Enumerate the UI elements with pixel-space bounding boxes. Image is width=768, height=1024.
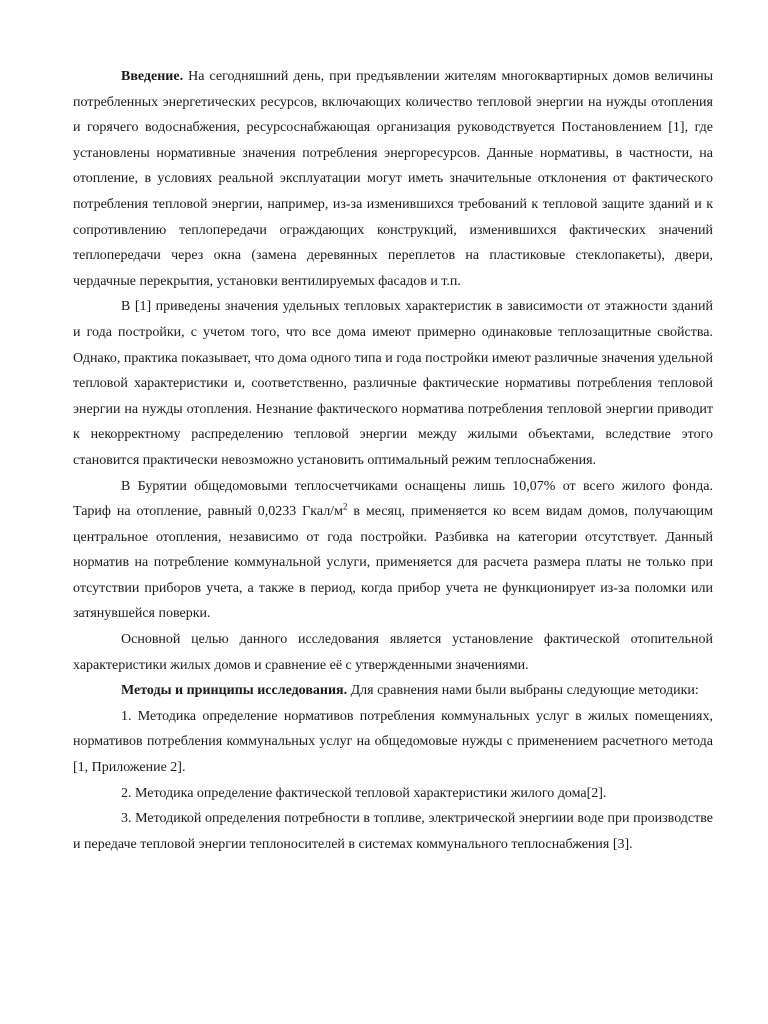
- paragraph-methods: [73, 678, 713, 704]
- paragraph-introduction: [73, 64, 713, 294]
- buryatia-text-b: в месяц, применяется ко всем видам домов, получающим центральное отопления, независимо от года постройки. Разбивка на категории отсутствует. Данный норматив на потребление коммунальной услуги, применяется для расчета размера платы не только при отсутствии приборов учета, а также в период, когда прибор учета не функционирует из-за поломки или затянувшейся поверки.: [73, 504, 714, 622]
- list-item-1: 1. Методика определение нормативов потребления коммунальных услуг в жилых помещениях, нормативов потребления коммунальных услуг на общедомовые нужды с применением расчетного метода [1, Приложение 2].: [73, 708, 713, 776]
- methods-text: Для сравнения нами были выбраны следующие методики:: [347, 683, 699, 699]
- buryatia-text-a: В Бурятии общедомовыми теплосчетчиками оснащены лишь 10,07% от всего жилого фонда. Тариф на отопление, равный 0,0233 Гкал/м: [73, 478, 713, 520]
- document-page: [73, 64, 713, 857]
- methods-heading: Методы и принципы исследования.: [121, 683, 348, 699]
- list-item-2: 2. Методика определение фактической тепловой характеристики жилого дома[2].: [121, 785, 607, 801]
- list-item-3: 3. Методикой определения потребности в топливе, электрической энергиии воде при производстве и передаче тепловой энергии теплоносителей в системах коммунального теплоснабжения [3].: [73, 811, 713, 852]
- paragraph-buryatia: [73, 474, 713, 628]
- introduction-heading: Введение.: [121, 69, 184, 84]
- introduction-text: На сегодняшний день, при предъявлении жителям многоквартирных домов величины потребленных энергетических ресурсов, включающих количество тепловой энергии на нужды отопления и горячего водоснабжения, ресурсоснабжающая организация руководствуется Постановлением [1], где установлены нормативные значения потребления энергоресурсов. Данные нормативы, в частности, на отопление, в условиях реальной эксплуатации могут иметь значительные отклонения от фактического потребления тепловой энергии, например, из-за изменившихся требований к тепловой защите зданий и к сопротивлению теплопередачи ограждающих конструкций, изменившихся фактических значений теплопередачи через окна (замена деревянных переплетов на пластиковые стеклопакеты), двери, чердачные перекрытия, установки вентилируемых фасадов и т.п.: [73, 69, 713, 289]
- paragraph-goal: Основной целью данного исследования является установление фактической отопительной характеристики жилых домов и сравнение её с утвержденными значениями.: [73, 632, 713, 673]
- superscript-2: 2: [342, 501, 348, 512]
- paragraph-heat-characteristics: В [1] приведены значения удельных тепловых характеристик в зависимости от этажности зданий и года постройки, с учетом того, что все дома имеют примерно одинаковые теплозащитные свойства. Однако, практика показывает, что дома одного типа и года постройки имеют различные значения удельной тепловой характеристики и, соответственно, различные фактические нормативы потребления тепловой энергии на нужды отопления. Незнание фактического норматива потребления тепловой энергии приводит к некорректному распределению тепловой энергии между жилыми объектами, вследствие этого становится практически невозможно установить оптимальный режим теплоснабжения.: [73, 299, 713, 468]
